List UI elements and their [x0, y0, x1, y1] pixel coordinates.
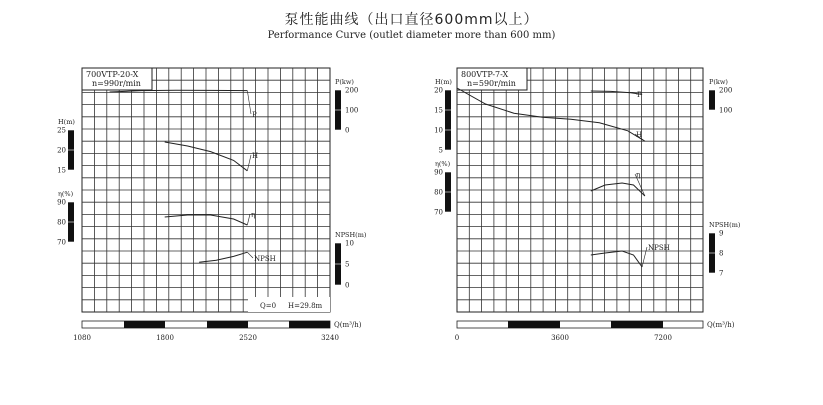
chart1-series-label-npsh: NPSH	[254, 255, 276, 263]
chart2-model-label: 800VTP-7-X	[461, 70, 509, 79]
chart2-P-tick-label: 100	[719, 106, 733, 115]
chart2-flow-tick-label: 7200	[654, 334, 672, 342]
chart1-flow-tick-label: 1800	[156, 334, 174, 342]
chart2-series-label-eta: η	[636, 171, 641, 179]
chart2-speed-label: n=590r/min	[467, 79, 516, 88]
chart2-H-tick-label: 15	[434, 106, 443, 115]
chart2-P-tick-label: 200	[719, 86, 733, 95]
chart1-eta-tick-label: 80	[57, 218, 66, 227]
chart1-N-axis-label: NPSH(m)	[335, 231, 367, 239]
chart2-flow-tick-label: 0	[454, 334, 460, 342]
chart1-note-q0: Q=0	[260, 302, 277, 310]
chart1-H-tick-label: 25	[57, 126, 66, 135]
chart1-N-tick-label: 10	[345, 239, 354, 248]
chart1-H-tick-label: 20	[57, 146, 66, 155]
chart1-H-tick-label: 15	[57, 166, 66, 175]
chart2-H-tick-label: 5	[438, 146, 443, 155]
chart2-N-tick-label: 8	[719, 249, 724, 258]
chart2-N-axis-label: NPSH(m)	[709, 221, 741, 229]
chart2-series-label-npsh: NPSH	[648, 244, 670, 252]
chart1-P-tick-label: 100	[345, 106, 359, 115]
chart2-N-tick-label: 9	[719, 229, 724, 238]
chart2-series-label-h: H	[636, 131, 643, 139]
chart2-H-tick-label: 20	[434, 86, 443, 95]
chart2-H-axis-label: H(m)	[435, 78, 452, 86]
chart2-flow-bar-segment	[508, 321, 560, 328]
chart2-eta-axis-label: η(%)	[435, 160, 451, 168]
chart1-flow-bar-segment	[289, 321, 330, 328]
chart1-P-tick-label: 200	[345, 86, 359, 95]
chart1-flow-tick-label: 3240	[321, 334, 339, 342]
page-title: 泵性能曲线（出口直径600mm以上）	[284, 12, 539, 28]
chart1-H-axis-label: H(m)	[58, 118, 75, 126]
chart2-eta-tick-label: 80	[434, 188, 443, 197]
chart2-eta-tick-label: 90	[434, 168, 443, 177]
page-subtitle: Performance Curve (outlet diameter more than 600 mm)	[267, 30, 556, 41]
chart2-flow-tick-label: 3600	[551, 334, 569, 342]
chart1-series-label-eta: η	[251, 211, 256, 219]
chart1-eta-tick-label: 90	[57, 198, 66, 207]
chart1-N-tick-label: 5	[345, 260, 350, 269]
chart2-H-scale-bar	[445, 90, 451, 150]
chart1-flow-bar-segment	[207, 321, 248, 328]
chart1-eta-axis-label: η(%)	[58, 190, 74, 198]
chart2-eta-tick-label: 70	[434, 208, 443, 217]
chart1-model-label: 700VTP-20-X	[86, 70, 139, 79]
chart2-N-tick-label: 7	[719, 269, 724, 278]
chart1-flow-tick-label: 2520	[239, 334, 257, 342]
chart2-series-label-p: P	[637, 91, 642, 99]
chart1-N-tick-label: 0	[345, 281, 350, 290]
chart1-speed-label: n=990r/min	[92, 79, 141, 88]
chart1-flow-unit-label: Q(m³/h)	[334, 321, 362, 329]
chart1-P-tick-label: 0	[345, 126, 350, 135]
chart1-P-axis-label: P(kw)	[335, 78, 354, 86]
chart2-flow-unit-label: Q(m³/h)	[707, 321, 735, 329]
chart2-flow-bar	[457, 321, 703, 328]
chart1-flow-bar-segment	[124, 321, 165, 328]
chart1-flow-tick-label: 1080	[73, 334, 91, 342]
chart2-H-tick-label: 10	[434, 126, 443, 135]
chart1-note-h: H=29.8m	[288, 302, 323, 310]
chart2-flow-bar-segment	[611, 321, 663, 328]
chart1-series-label-p: P	[252, 111, 257, 119]
chart1-series-label-h: H	[252, 152, 259, 160]
chart2-P-scale-bar	[709, 90, 715, 110]
chart1-eta-tick-label: 70	[57, 238, 66, 247]
chart2-P-axis-label: P(kw)	[709, 78, 728, 86]
